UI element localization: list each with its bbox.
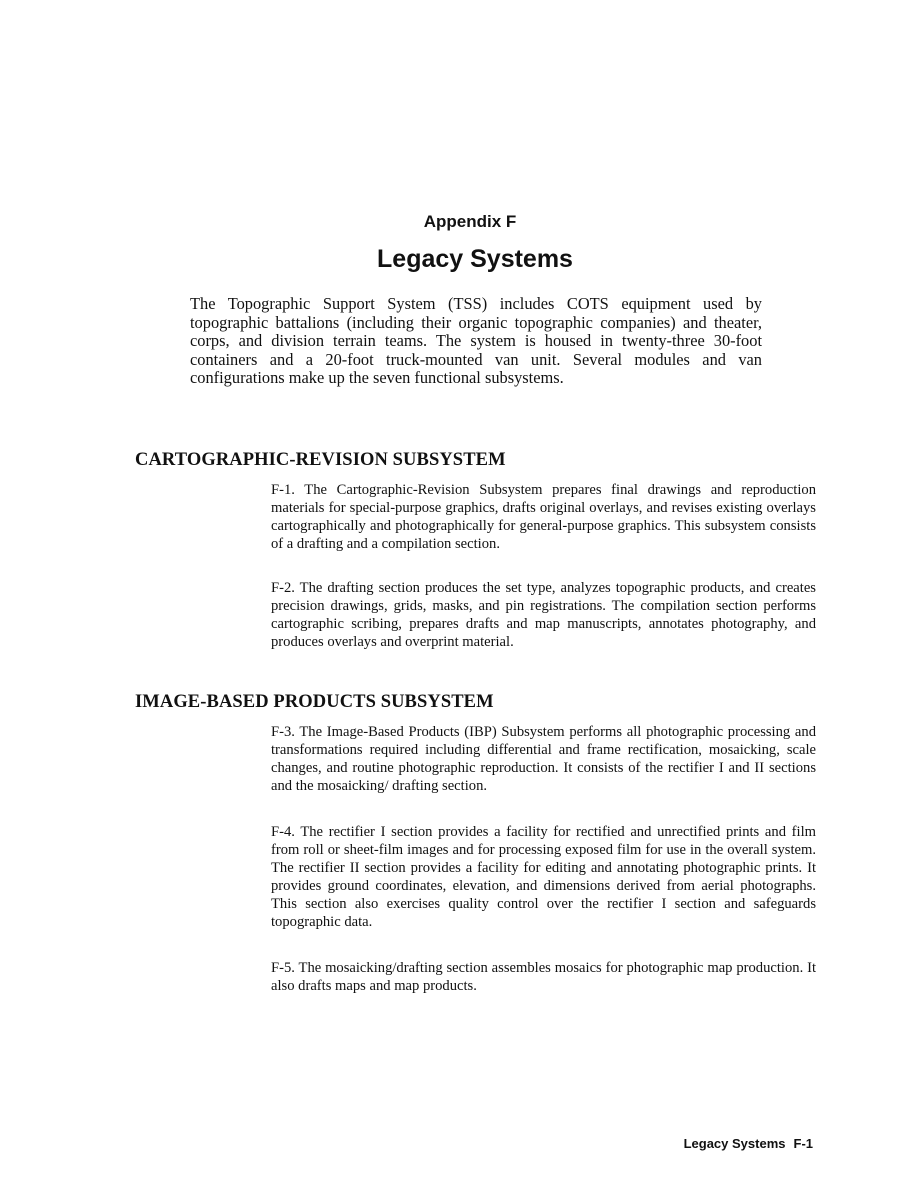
paragraph-f-1: F-1. The Cartographic-Revision Subsystem prepares final drawings and reproduction materials for special-purpose graphics, drafts original overlays, and revises existing overlays cartographically and photographically for general-purpose graphics. This subsystem consists of a drafting and a compilation section. [271, 482, 816, 553]
footer-label: Legacy Systems [683, 1136, 786, 1151]
paragraph-f-5: F-5. The mosaicking/drafting section assembles mosaics for photographic map production. It also drafts maps and map products. [271, 960, 816, 995]
paragraph-f-4: F-4. The rectifier I section provides a facility for rectified and unrectified prints and film from roll or sheet-film images and for processing exposed film for use in the overall system. The rectifier II section provides a facility for editing and annotating photographic prints. It provides ground coordinates, elevation, and dimensions derived from aerial photographs. This section also exercises quality control over the rectifier I section and safeguards topographic data. [271, 824, 816, 931]
appendix-label: Appendix F [423, 212, 517, 231]
page-number: F-1 [793, 1136, 813, 1151]
section-heading-image-based-products: IMAGE-BASED PRODUCTS SUBSYSTEM [135, 692, 494, 712]
intro-paragraph: The Topographic Support System (TSS) includes COTS equipment used by topographic battalions (including their organic topographic companies) and theater, corps, and division terrain teams. The system is housed in twenty-three 30-foot containers and a 20-foot truck-mounted van unit. Several modules and van configurations make up the seven functional subsystems. [190, 294, 762, 388]
paragraph-f-2: F-2. The drafting section produces the set type, analyzes topographic products, and creates precision drawings, grids, masks, and pin registrations. The compilation section performs cartographic scribing, prepares drafts and map manuscripts, annotates photography, and produces overlays and overprint material. [271, 580, 816, 651]
section-heading-cartographic-revision: CARTOGRAPHIC-REVISION SUBSYSTEM [135, 450, 506, 470]
page-footer [684, 1136, 813, 1151]
paragraph-f-3: F-3. The Image-Based Products (IBP) Subsystem performs all photographic processing and transformations required including differential and frame rectification, mosaicking, scale changes, and routine photographic reproduction. It consists of the rectifier I and II sections and the mosaicking/ drafting section. [271, 724, 816, 795]
page-title: Legacy Systems [377, 245, 573, 273]
